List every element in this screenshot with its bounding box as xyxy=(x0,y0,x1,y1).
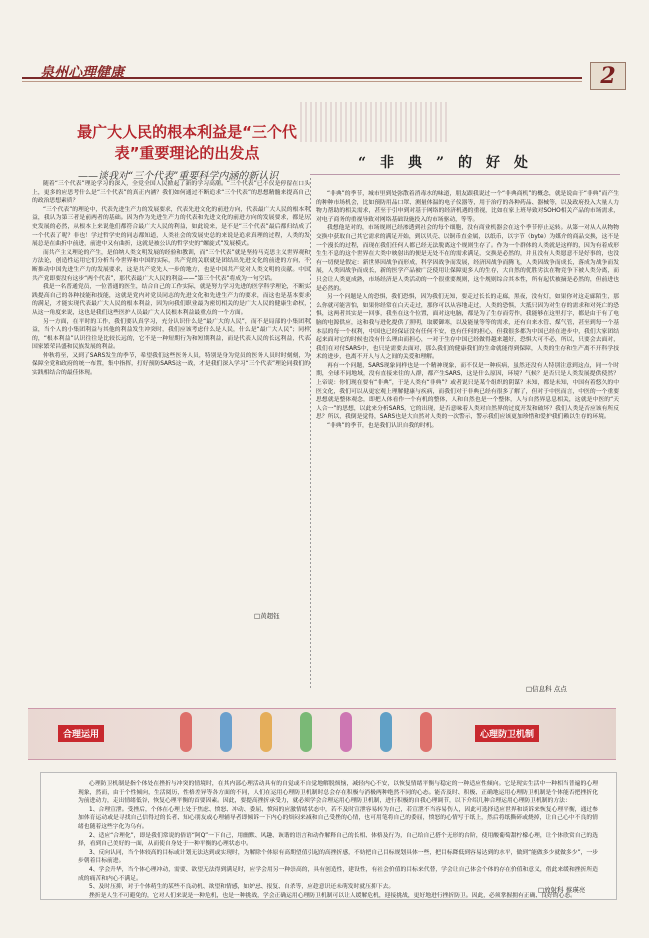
left-article-title: 最广大人民的根本利益是“三个代表”重要理论的出发点 xyxy=(77,123,297,162)
right-article-body xyxy=(316,190,619,431)
banner-label-left: 合理运用 xyxy=(58,725,104,742)
runner-figure-icon xyxy=(180,712,192,752)
masthead: 泉州心理健康 xyxy=(40,65,124,81)
left-article-byline: □黄超钰 xyxy=(254,612,280,620)
bottom-article-body xyxy=(78,780,598,900)
column-divider xyxy=(310,178,311,688)
bottom-paragraph: 1、合理宣泄。受挫后，个体在心理上处于焦虑、愤怒、冲动、委屈、愤闷的应激情绪状态中，若不及时宣泄容易转为自己，若宣泄不当容易伤人，因此可选择适应世界和谈诉来恢复心理平衡，通过参加体育运动或是寻找自己信得过的长者、知心朋友或心理辅导者即倾诉一下内心的烦闷来减和自己受挫的心情，也可用笔将自己的委屈，愤怒的心情写于纸上，然后将纸撕碎或烧掉，让自己心中不良的情绪也随着这些字化为乌有。 xyxy=(78,806,598,830)
left-paragraph: 而共产主义理论的产生，是伯纳人类文明发展的经验和教训，而“三个代表”就是坚持马克思主义世界观和方法论，创造性运用它们分析当今世界和中国的实际，共产党的关联就是团结出先进文化的前进的方向，不断推动中国先进生产力的发展要求，这是共产党先人一步的地方，也是中国共产党对人类文明的贡献。中国共产党即要没有这步“两个代表”，那代表最广大人民的利益——“第三个代表”将成为一句空话。 xyxy=(32,249,310,282)
bottom-paragraph: 4、学会升华，当个体心理冲动，需要、欲望无法得到满足时，应学会用另一种崇高的，具有创造性，建设性，有社会价值的目标来代替，学会让自己体会个体的存在价值和意义，借此来缓和挫折所造成的痛苦和内心不满足。 xyxy=(78,866,598,882)
right-paragraph: 我想他是对的，市场规则已经渗透到社会的每个细胞，没有商业机器会在这个季节停止运转。从第一对从人从物物交换中获取自己其它需求的满足开始，到以贝壳、以铜币直金属，以纸币，以字节（byte）为媒介的商品交换，这不是一个漫长的过程，而现在我们任何人都已经无法脱离这个规则生存了。作为一个群体的人类就是这样的，因为有着成形生生不息的这个世界在大类中映射出的便是无处不在的需求满足，交换是必然的，并且没有人类愿意不是好事的，也没有一切便是假定：新世界因战争而形成，科学因战争而发展，经济因战争而腾飞，人类因战争而成长，落成为战争而发展，人类因战争而成长，新的医学产品被广泛使用让保障更多人的生存，大自然的优胜劣汰在物竞争下被人类分离，而只会让人类更成熟，市场经济是人类活动的一个很重要规则，这个规则综合其本性，所有起伏被摘是必然的，但前进也是必然的。 xyxy=(316,225,619,292)
bottom-paragraph: 2、适应“合理化”，即是我们常说的俗语“阿Q”一下自己，用幽默、风趣、诙谐的语言和动作解释自己的长相、体格及行为，自己给自己搭个无形的台阶，使用酸葡萄甜柠檬心理，让个体欣赏自己的选择，看到自己美好的一面，从而使自身处于一种平衡的心理状态中。 xyxy=(78,832,598,848)
left-article-body xyxy=(32,180,310,378)
runner-figure-icon xyxy=(220,712,232,752)
bottom-article-byline: □放射科 蔡瑛亮 xyxy=(538,886,586,894)
runner-figure-icon xyxy=(420,712,432,752)
runner-figure-icon xyxy=(300,712,312,752)
runner-figure-icon xyxy=(340,712,352,752)
bottom-paragraph: 心理防卫机制是指个体处在挫折与冲突的情境时，在其内部心理活动具有的自觉或不自觉地解脱烦恼，减轻内心不安，以恢复情绪平衡与稳定的一种适应性倾向。它是现实生活中一种相当普遍的心理现象，然而，由于个性倾向，生活阅历，性格差异等各方面的不同，人们在运用心理防卫机制时总会存在积极与消极两种绝然不同的心态。能否及时、积极、正确地运用心理防卫机制是个体能否把挫折化为前进动力，走出情绪低谷，恢复心理平衡的首要因素。因此，要提高挫折承受力，就必须学会合理运用心理防卫机制，进行积极的自我心理调节，以下介绍几种合理运用心理防卫机制的方法： xyxy=(78,781,598,805)
left-paragraph: 我是一名普通党员，一位普通的医生，结合自己的工作实际，就是努力学习先进的医学科学理论，不断实践提高自己的各种技能和技能，这就是党内对党员同志的先进文化和先进生产力的要求，而这也是基本要求的满足，才能实现代表最广大人民的根本利益，因为向我们职业最为密切相关的是广大人民的健康生命权，从这一角度来说，这也是我们这些医护人员最广大人民根本利益最重点的一个方面。 xyxy=(32,284,310,316)
right-paragraph: 再有一个问题，SARS现象同样也是一个精神现象，而不仅是一种疾病，虽然还没有人特别注意到这点，同一个时期，全球不同地域，没有直接来往的人群，都产生SARS，这是什么原因，环境？气候？是否只是人类发展提供使然？上帝说：你们现在要有“非典”，于是人类有“非典”？或者说只是某个组织的阴谋？未知，都是未知，中国有着悠久的中医文化，我们可以从更宏观上理解健康与疾病，而我们对于非典已经有很多了解了，但对于中医而言，中医的一个重要思想就是整体观念，即把人体看作一个有机的整体，人和自然也是一个整体，人与自然界息息相关，这就是中医的“天人合一”的思想，以此来分析SARS，它的出现，是否意味着人类对自然界的过度开发和破坏？我们人类是否应该有所反思？所以，我倒是觉得，SARS也是大自然对人类的一次警示，警示我们应该更加珍惜和爱护我们赖以生存的环境。 xyxy=(316,362,619,421)
bottom-paragraph: 5、及时压抑，对于个体萌生的某些不良动机、欲望和情感，如妒忌、报复、自杀等，应趁意识还未萌发时就压抑下去。 xyxy=(89,884,395,891)
banner-label-right: 心理防卫机制 xyxy=(475,725,539,742)
right-paragraph: 另一个问题是人的恐惧，我们恐惧，因为我们无知，要走过长长的走廊，黑夜，没有灯，如果你对这走廊陌生，那么你就可能害怕，如果你经常在白天走过，那你可以从容地走过，人类的恐惧，大抵只因为对生存的需求和对死亡的恐惧，这两者其实是一回事，我坐在这个位置，面对这电脑，都是为了生存而劳作，我能够在这里打字，都是由于有了电脑的电源供应，这和我与进化提供了照明，取暖御寒，以及能量等等的需求，还有自来水管、煤气管，甚至到每一个基本层的每一个权利，中国也已经保证没有任何不安，也有任何的担心，但我很多都为中国已经在进步中，我们大家团结起来面对它的时候也没有什么理由而担心，一对于生存中国已经做得越来越好，恐惧大可不必，所以，只要会去面对，我们在对付SARS中，也只是需要去面对，那么我们的健康我们的生命就能得到保障，人类的生存和生产离不开科学技术的进步，也离不开人与人之间的关爱和理解。 xyxy=(316,294,619,361)
decorative-pattern xyxy=(300,102,450,142)
right-title-rule xyxy=(310,174,620,175)
left-paragraph: 随着“三个代表”理论学习的深入，全党全国人民掀起了新的学习高潮。“三个代表”已不仅是停留在口头上，更多的应思考什么是“三个代表”的真正内涵？我们如何通过不断追求“三个代表”的思想精髓来提高自己的政治思想素质？ xyxy=(32,181,310,205)
left-paragraph: 仲秋将至，又到了SARS发生的季节，希望我们这些医务人员，特别是身为党员的医务人员时时刻刻，为保障全党和政府的统一布置，集中指挥，打好预防SARS这一战，才是我们深入学习“三个代表”理论同我们的实践相结合的最佳体现。 xyxy=(32,352,310,377)
right-paragraph: “非典”的季节，也是我们认识自我的时机。 xyxy=(327,423,438,430)
runner-figure-icon xyxy=(260,712,272,752)
right-paragraph: “非典”的季节，城市里到处弥散着消毒水的味道，朋友跟我说过一个“非典商机”的概念，就是说由于“非典”而产生的种种市场机会，比如预防用品口罩、测量体温的电子仪器等，用于治疗的各种药品、器械等，以及政府投入大量人力物力帮助的相关需求，甚至于引申到对基于网络的经济机遇的重视，比如在家上班导致对SOHO相关产品的市场需求，对电子商务的重视导致对网络基础设施投入的市场驱动，等等。 xyxy=(316,191,619,223)
left-article-subtitle: ——谈我对“三个代表”重要科学内涵的新认识 xyxy=(78,171,279,182)
bottom-paragraph: 挫折是人生不可避免的，它对人们来说是一种危机，也是一种挑战，学会正确运用心理防卫机制可以让人缓解危机，迎接挑战，更好地进行挫折防卫。因此，必须掌握拥有正确、良好的心态。 xyxy=(89,892,576,899)
left-paragraph: 另一方面，在平时的工作，我们要认真学习，充分认识什么是“最广大的人民”，而不是局部的小集团利益，当个人的小集团利益与其他的利益发生冲突时，我们应该考虑什么是人民，什么是“最广大人民”；同样的，“根本利益”认识往往是比较长远的，它不是一种短期行为和短期利益，而是代表人民的长远利益，代表国家繁荣昌盛和民族发展的利益。 xyxy=(32,318,310,351)
page-number: 2 xyxy=(590,62,626,90)
right-article-title: “非典”的好处 xyxy=(357,155,543,171)
right-article-byline: □信息科 点点 xyxy=(526,685,567,693)
left-paragraph: “三个代表”的理论中，代表先进生产力的发展要求，代表先进文化的前进方向，代表最广大人民的根本利益，我认为第三者是前两者的基础。因为作为先进生产力的代表和先进文化的前进方向的发展要求，都是历史发展的必然，从根本上来说他们都符合最广大人民的利益，如此说来，是不是“三个代表”最后都归结成了一个代表了呢？非也！学过哲学史的同志都知道，人类社会的发展史总的来说是追求真理的过程，人类的发展总是在曲折中前进，前进中又有曲折，这就是被公认的哲学史的“螺旋式”发展模式。 xyxy=(32,206,310,248)
runner-figure-icon xyxy=(380,712,392,752)
bottom-paragraph: 3、反向认同，当个体较高的目标或计划无法达到或实现时，为解除个体原有高期望值引起的高挫折感，不妨把自己目标规划具体一些，把目标降低到容易达到的水平，做到“能做多少就做多少”，一步步朝着目标前进。 xyxy=(78,849,598,865)
